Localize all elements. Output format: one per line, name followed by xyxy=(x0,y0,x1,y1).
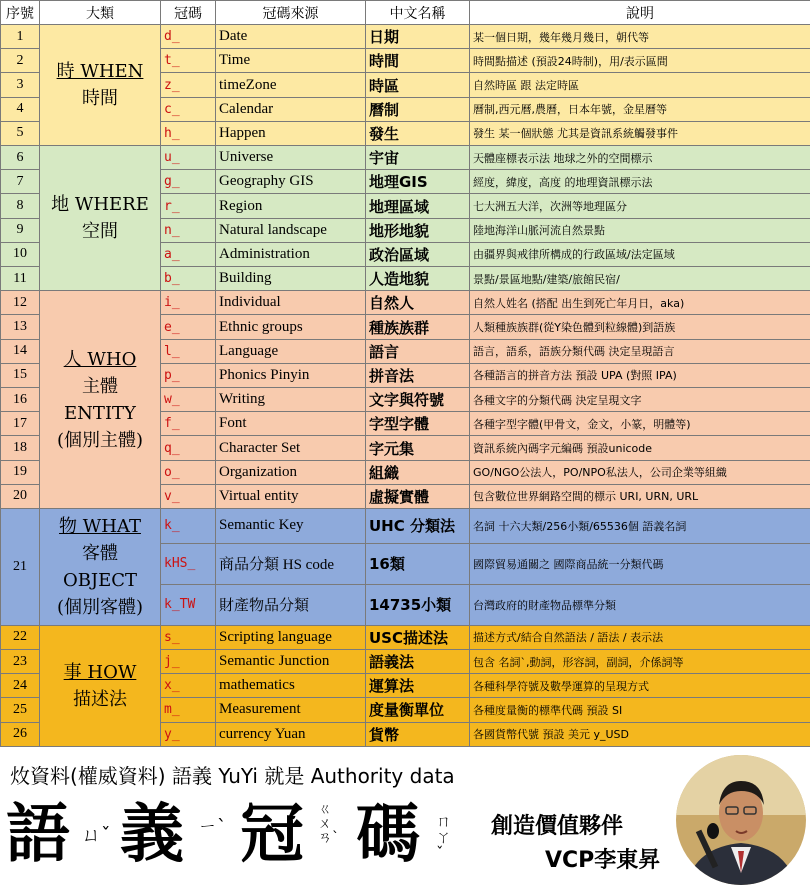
row-number: 24 xyxy=(1,674,40,698)
author-photo xyxy=(676,755,806,885)
code-source: Semantic Key xyxy=(216,509,366,544)
prefix-code: t_ xyxy=(161,49,216,73)
prefix-code: f_ xyxy=(161,412,216,436)
code-source: Font xyxy=(216,412,366,436)
table-row xyxy=(1,291,810,315)
code-source: Language xyxy=(216,339,366,363)
prefix-code: q_ xyxy=(161,436,216,460)
code-source: Region xyxy=(216,194,366,218)
code-source: currency Yuan xyxy=(216,722,366,746)
category-line: 物 WHAT xyxy=(59,515,141,537)
code-source: Individual xyxy=(216,291,366,315)
chinese-name: 字元集 xyxy=(366,436,470,460)
prefix-code: y_ xyxy=(161,722,216,746)
header-cell: 說明 xyxy=(470,1,810,25)
code-source: Date xyxy=(216,25,366,49)
code-source: mathematics xyxy=(216,674,366,698)
prefix-code: x_ xyxy=(161,674,216,698)
row-number: 2 xyxy=(1,49,40,73)
prefix-code: k_TW xyxy=(161,584,216,625)
big-char-yi: 義 xyxy=(120,798,184,872)
code-source: Building xyxy=(216,267,366,291)
description: 陸地海洋山脈河流自然景點 xyxy=(470,218,810,242)
prefix-code: w_ xyxy=(161,388,216,412)
chinese-name: 時間 xyxy=(366,49,470,73)
row-number: 25 xyxy=(1,698,40,722)
table-row xyxy=(1,25,810,49)
code-source: Universe xyxy=(216,146,366,170)
description: 各種文字的分類代碼 決定呈現文字 xyxy=(470,388,810,412)
row-number: 6 xyxy=(1,146,40,170)
header-cell: 大類 xyxy=(40,1,161,25)
code-source: Scripting language xyxy=(216,625,366,649)
description: 由疆界與戒律所構成的行政區域/法定區域 xyxy=(470,242,810,266)
code-source: Time xyxy=(216,49,366,73)
prefix-code: v_ xyxy=(161,484,216,508)
description: 各國貨幣代號 預設 美元 y_USD xyxy=(470,722,810,746)
table-header-row xyxy=(1,1,810,25)
prefix-code: n_ xyxy=(161,218,216,242)
prefix-code: e_ xyxy=(161,315,216,339)
category-line: (個別客體) xyxy=(56,596,144,618)
chinese-name: 地形地貌 xyxy=(366,218,470,242)
description: 描述方式/結合自然語法 / 語法 / 表示法 xyxy=(470,625,810,649)
description: 景點/景區地點/建築/旅館民宿/ xyxy=(470,267,810,291)
category-cell xyxy=(40,509,161,626)
chinese-name: 14735小類 xyxy=(366,584,470,625)
code-source: Phonics Pinyin xyxy=(216,363,366,387)
row-number: 1 xyxy=(1,25,40,49)
big-char-guan: 冠 xyxy=(240,798,304,872)
description: 七大洲五大洋，次洲等地理區分 xyxy=(470,194,810,218)
chinese-name: UHC 分類法 xyxy=(366,509,470,544)
category-line: 人 WHO xyxy=(63,348,137,370)
category-line: ENTITY xyxy=(64,402,136,424)
table-row xyxy=(1,509,810,544)
header-cell: 冠碼 xyxy=(161,1,216,25)
category-line: 地 WHERE xyxy=(51,194,149,216)
row-number: 26 xyxy=(1,722,40,746)
chinese-name: 度量衡單位 xyxy=(366,698,470,722)
code-source: timeZone xyxy=(216,73,366,97)
header-cell: 序號 xyxy=(1,1,40,25)
chinese-name: 組織 xyxy=(366,460,470,484)
chinese-name: 種族族群 xyxy=(366,315,470,339)
row-number: 3 xyxy=(1,73,40,97)
chinese-name: 拼音法 xyxy=(366,363,470,387)
code-source: Virtual entity xyxy=(216,484,366,508)
footer xyxy=(0,747,810,888)
code-source: Writing xyxy=(216,388,366,412)
row-number: 5 xyxy=(1,121,40,145)
chinese-name: 政治區域 xyxy=(366,242,470,266)
chinese-name: 文字與符號 xyxy=(366,388,470,412)
code-source: Organization xyxy=(216,460,366,484)
table-row xyxy=(1,625,810,649)
category-cell xyxy=(40,146,161,291)
prefix-code: o_ xyxy=(161,460,216,484)
chinese-name: 地理GIS xyxy=(366,170,470,194)
category-line: 時間 xyxy=(82,88,118,109)
prefix-code: i_ xyxy=(161,291,216,315)
description: 各種字型字體(甲骨文，金文，小篆，明體等) xyxy=(470,412,810,436)
category-line: OBJECT xyxy=(62,569,138,591)
zhuyin-guan: ㄍㄨㄢˋ xyxy=(318,802,339,846)
chinese-name: 16類 xyxy=(366,543,470,584)
chinese-name: 日期 xyxy=(366,25,470,49)
code-source: Semantic Junction xyxy=(216,649,366,673)
row-number: 15 xyxy=(1,363,40,387)
row-number: 8 xyxy=(1,194,40,218)
code-source: Natural landscape xyxy=(216,218,366,242)
code-source: Geography GIS xyxy=(216,170,366,194)
chinese-name: USC描述法 xyxy=(366,625,470,649)
prefix-code: g_ xyxy=(161,170,216,194)
header-cell: 中文名稱 xyxy=(366,1,470,25)
chinese-name: 字型字體 xyxy=(366,412,470,436)
chinese-name: 語義法 xyxy=(366,649,470,673)
prefix-code: k_ xyxy=(161,509,216,544)
row-number: 19 xyxy=(1,460,40,484)
header-cell: 冠碼來源 xyxy=(216,1,366,25)
zhuyin-yu: ㄩˇ xyxy=(82,824,111,846)
description: 某一個日期，幾年幾月幾日，朝代等 xyxy=(470,25,810,49)
code-source: 財產物品分類 xyxy=(216,584,366,625)
chinese-name: 虛擬實體 xyxy=(366,484,470,508)
chinese-name: 宇宙 xyxy=(366,146,470,170)
row-number: 23 xyxy=(1,649,40,673)
row-number: 7 xyxy=(1,170,40,194)
category-line: 描述法 xyxy=(73,688,127,710)
zhuyin-yi: ㄧˋ xyxy=(198,816,227,838)
description: 自然人姓名 (搭配 出生到死亡年月日，aka) xyxy=(470,291,810,315)
row-number: 14 xyxy=(1,339,40,363)
code-source: Character Set xyxy=(216,436,366,460)
description: 曆制,西元曆,農曆，日本年號，金星曆等 xyxy=(470,97,810,121)
category-line: 時 WHEN xyxy=(56,61,144,82)
row-number: 11 xyxy=(1,267,40,291)
row-number: 21 xyxy=(1,509,40,626)
category-cell xyxy=(40,25,161,146)
prefix-code: kHS_ xyxy=(161,543,216,584)
prefix-code: b_ xyxy=(161,267,216,291)
description: 天體座標表示法 地球之外的空間標示 xyxy=(470,146,810,170)
prefix-code: a_ xyxy=(161,242,216,266)
zhuyin-ma: ㄇㄚˇ xyxy=(436,812,452,862)
description: 名詞 十六大類/256小類/65536個 語義名詞 xyxy=(470,509,810,544)
description: 包含數位世界網路空間的標示 URI, URN, URL xyxy=(470,484,810,508)
category-line: 主體 xyxy=(82,375,118,397)
row-number: 4 xyxy=(1,97,40,121)
big-char-ma: 碼 xyxy=(356,798,420,872)
author-name: VCP李東昇 xyxy=(545,848,661,873)
description: 國際貿易通關之 國際商品統一分類代碼 xyxy=(470,543,810,584)
row-number: 16 xyxy=(1,388,40,412)
description: 包含 名詞`,動詞，形容詞，副詞，介係詞等 xyxy=(470,649,810,673)
description: 台灣政府的財產物品標準分類 xyxy=(470,584,810,625)
code-source: Ethnic groups xyxy=(216,315,366,339)
prefix-code: u_ xyxy=(161,146,216,170)
prefix-code: s_ xyxy=(161,625,216,649)
row-number: 17 xyxy=(1,412,40,436)
prefix-code: c_ xyxy=(161,97,216,121)
description: 各種科學符號及數學運算的呈現方式 xyxy=(470,674,810,698)
row-number: 20 xyxy=(1,484,40,508)
big-char-yu: 語 xyxy=(6,798,70,872)
row-number: 18 xyxy=(1,436,40,460)
description: 經度，緯度，高度 的地理資訊標示法 xyxy=(470,170,810,194)
prefix-code: r_ xyxy=(161,194,216,218)
category-cell xyxy=(40,291,161,509)
row-number: 22 xyxy=(1,625,40,649)
description: 各種語言的拼音方法 預設 UPA (對照 IPA) xyxy=(470,363,810,387)
prefix-code: p_ xyxy=(161,363,216,387)
category-line: 客體 xyxy=(82,542,118,564)
category-line: (個別主體) xyxy=(56,429,144,451)
description: 語言，語系，語族分類代碼 決定呈現語言 xyxy=(470,339,810,363)
row-number: 9 xyxy=(1,218,40,242)
description: 資訊系統內碼字元編碼 預設unicode xyxy=(470,436,810,460)
code-source: 商品分類 HS code xyxy=(216,543,366,584)
footer-tagline: 炇資料(權威資料) 語義 YuYi 就是 Authority data xyxy=(10,764,455,788)
code-source: Administration xyxy=(216,242,366,266)
row-number: 13 xyxy=(1,315,40,339)
table-row xyxy=(1,146,810,170)
prefix-code: l_ xyxy=(161,339,216,363)
category-cell xyxy=(40,625,161,746)
slogan: 創造價值夥伴 xyxy=(491,814,624,839)
chinese-name: 時區 xyxy=(366,73,470,97)
chinese-name: 地理區域 xyxy=(366,194,470,218)
code-source: Calendar xyxy=(216,97,366,121)
code-source: Happen xyxy=(216,121,366,145)
prefix-code: z_ xyxy=(161,73,216,97)
chinese-name: 人造地貌 xyxy=(366,267,470,291)
chinese-name: 發生 xyxy=(366,121,470,145)
row-number: 12 xyxy=(1,291,40,315)
description: 自然時區 跟 法定時區 xyxy=(470,73,810,97)
chinese-name: 運算法 xyxy=(366,674,470,698)
description: GO/NGO公法人，PO/NPO私法人，公司企業等組織 xyxy=(470,460,810,484)
prefix-code: d_ xyxy=(161,25,216,49)
row-number: 10 xyxy=(1,242,40,266)
description: 人類種族族群(從Y染色體到粒線體)到語族 xyxy=(470,315,810,339)
category-line: 空間 xyxy=(82,221,118,243)
prefix-code: h_ xyxy=(161,121,216,145)
prefix-code: j_ xyxy=(161,649,216,673)
prefix-code: m_ xyxy=(161,698,216,722)
chinese-name: 自然人 xyxy=(366,291,470,315)
code-source: Measurement xyxy=(216,698,366,722)
chinese-name: 貨幣 xyxy=(366,722,470,746)
description: 各種度量衡的標準代碼 預設 SI xyxy=(470,698,810,722)
chinese-name: 語言 xyxy=(366,339,470,363)
chinese-name: 曆制 xyxy=(366,97,470,121)
description: 發生 某一個狀態 尤其是資訊系統觸發事件 xyxy=(470,121,810,145)
category-line: 事 HOW xyxy=(63,661,137,683)
description: 時間點描述 (預設24時制)，用/表示區間 xyxy=(470,49,810,73)
